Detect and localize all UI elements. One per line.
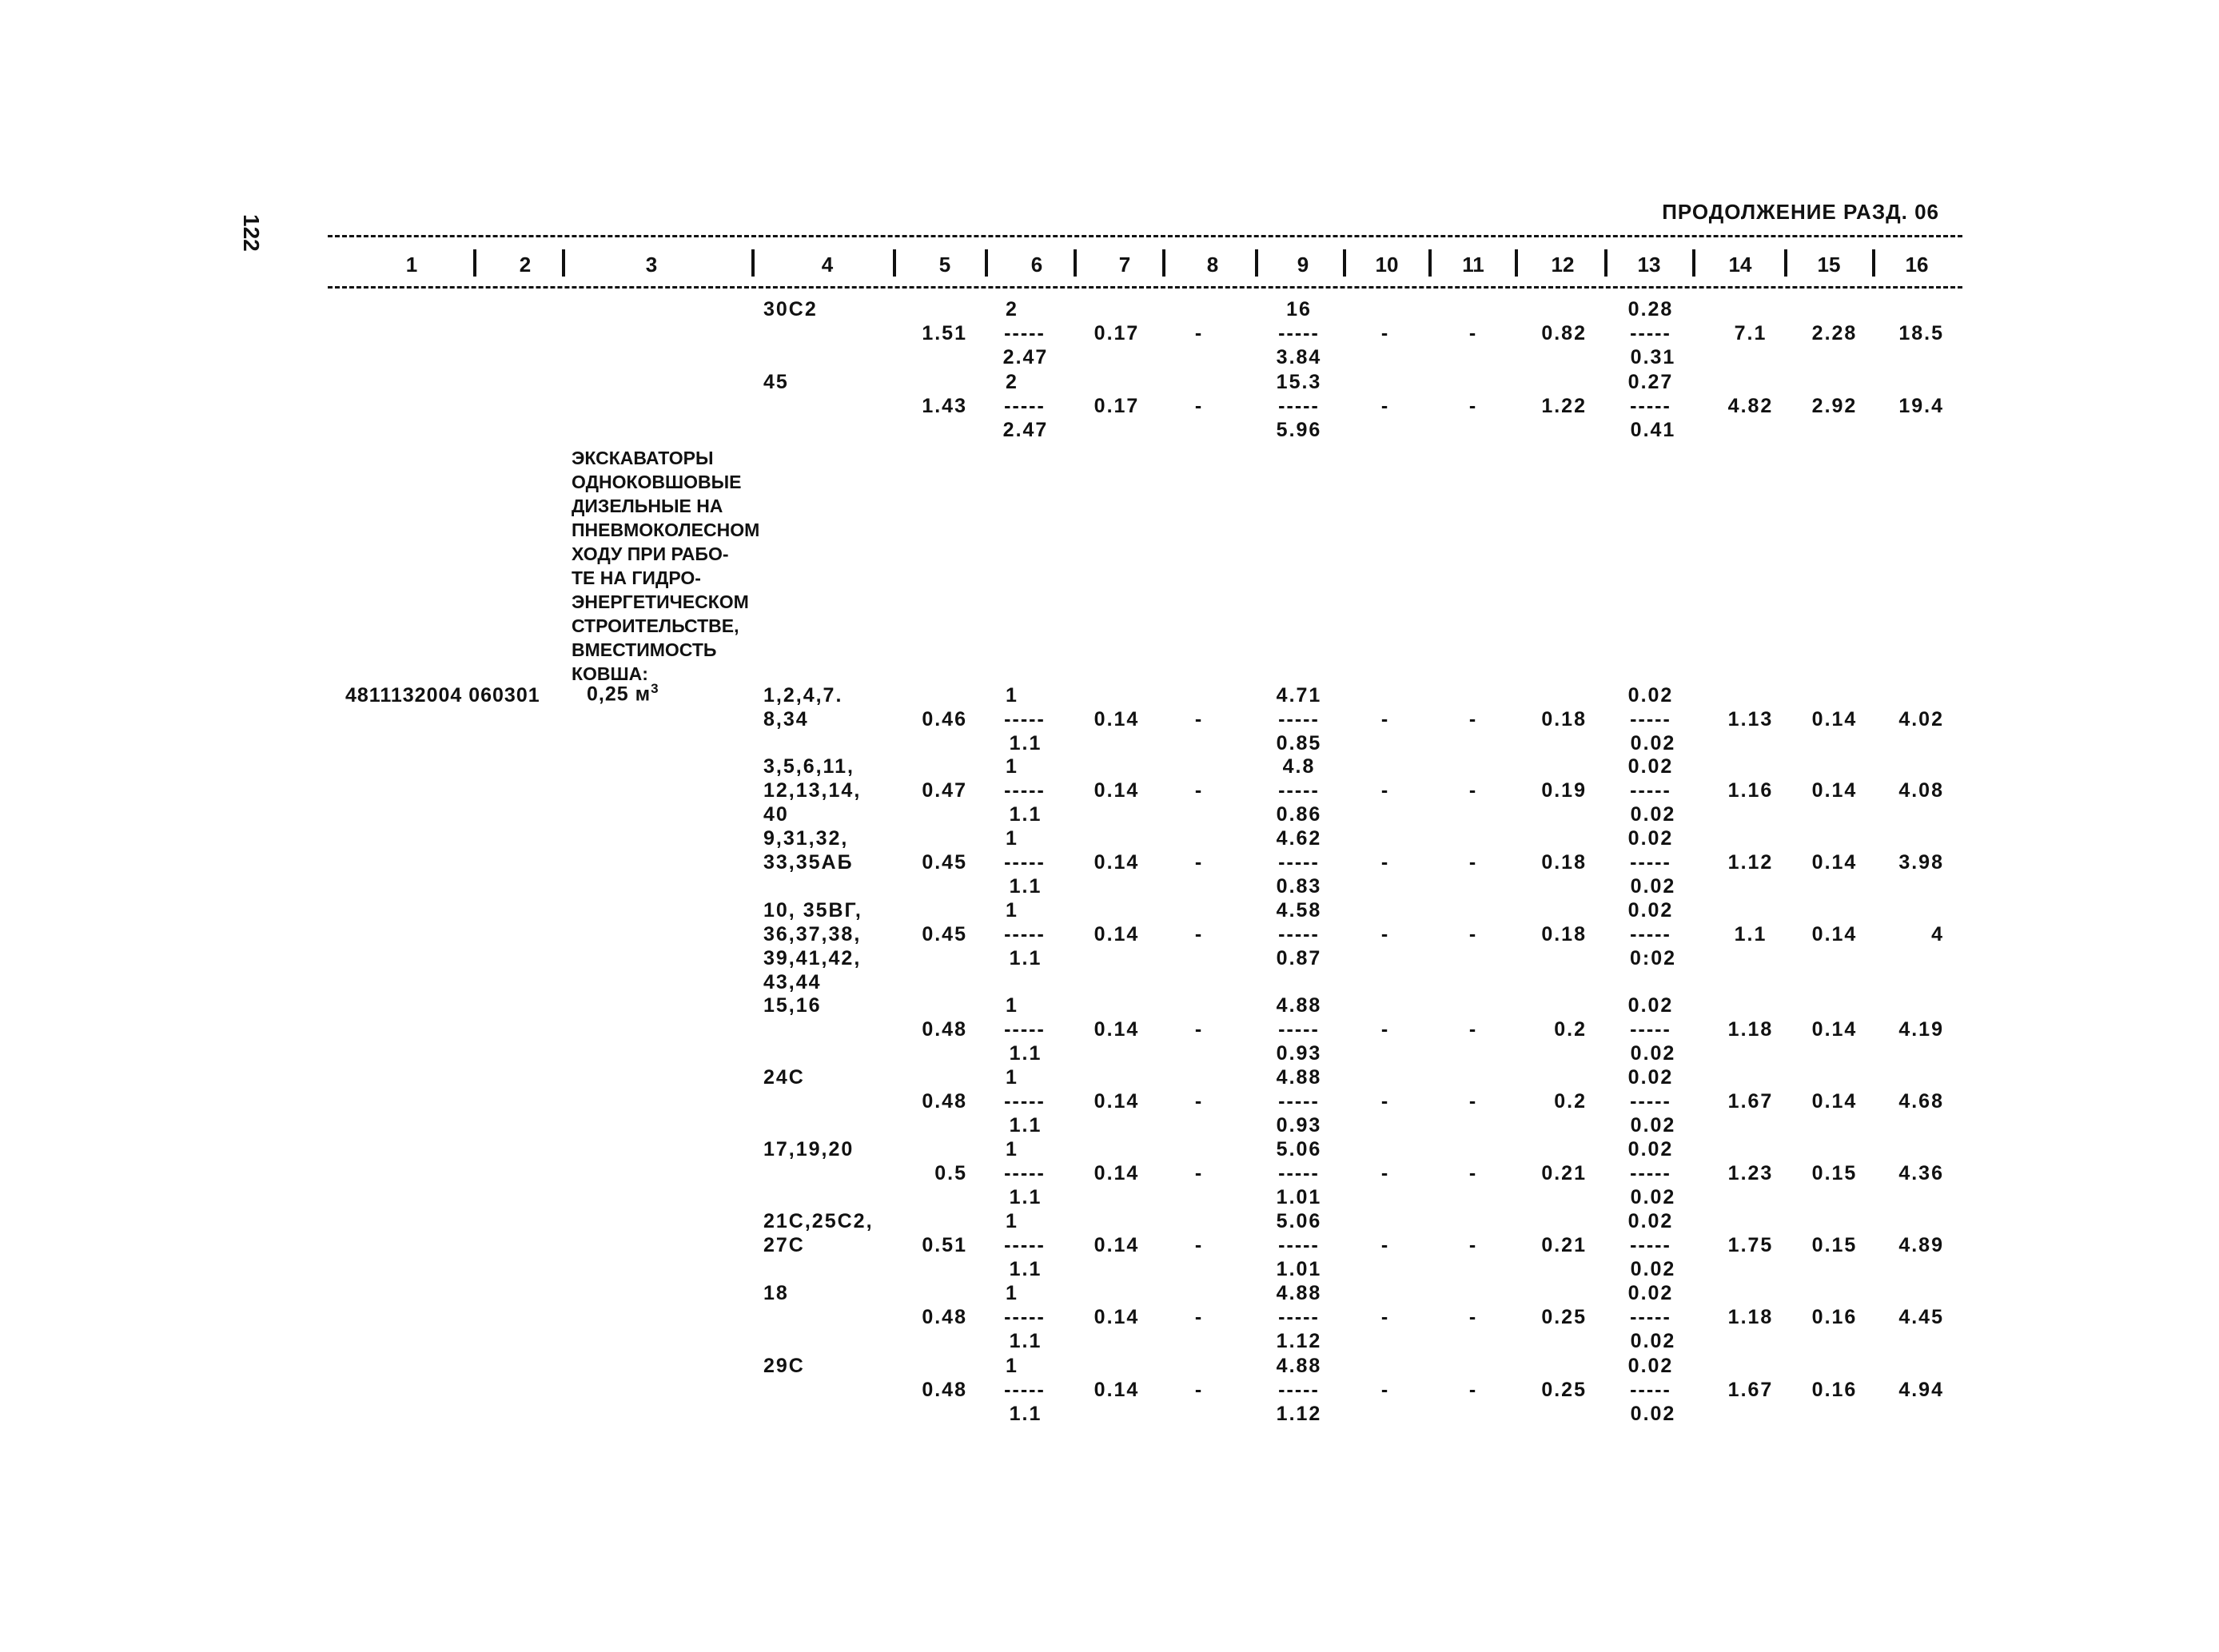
column-header-8: 8: [1206, 253, 1219, 277]
cell-col-5: 0.48: [922, 1018, 967, 1041]
cell-object-code: 15,16: [763, 994, 822, 1017]
cell-col-12: 0.2: [1554, 1018, 1587, 1041]
cell-col-10: -: [1380, 395, 1390, 417]
cell-col-16: 19.4: [1898, 395, 1944, 417]
section-title-line: ПНЕВМОКОЛЕСНОМ: [572, 519, 760, 540]
column-separator: [1515, 249, 1518, 277]
cell-object-code: 17,19,20: [763, 1138, 855, 1160]
column-separator: [473, 249, 476, 277]
column-separator: [893, 249, 896, 277]
cell-col-11: -: [1468, 1162, 1478, 1184]
page-number: 122: [239, 214, 264, 252]
cell-col-13-numerator: 0.02: [1627, 827, 1674, 850]
cell-col-13-denominator: 0.02: [1630, 1042, 1676, 1065]
cell-col-5: 0.48: [922, 1090, 967, 1113]
section-title: [572, 446, 763, 686]
section-title-line: ДИЗЕЛЬНЫЕ НА: [572, 496, 723, 516]
cell-col-12: 0.82: [1541, 322, 1587, 344]
column-separator: [1784, 249, 1787, 277]
cell-col-10: -: [1380, 1234, 1390, 1256]
cell-col-6-numerator: 1: [1006, 1282, 1018, 1304]
cell-col-15: 2.28: [1811, 322, 1858, 344]
cell-col-6-denominator: 1.1: [1009, 1186, 1042, 1208]
cell-col-13-numerator: 0.02: [1627, 1210, 1674, 1232]
fraction-line: -----: [1278, 1234, 1320, 1256]
cell-col-13-denominator: 0.02: [1630, 1330, 1676, 1352]
cell-col-9-numerator: 4.58: [1276, 899, 1322, 922]
cell-col-6-numerator: 1: [1006, 1355, 1018, 1377]
cell-col-7: 0.14: [1094, 1162, 1140, 1184]
cell-col-13-denominator: 0.31: [1630, 346, 1676, 368]
fraction-line: -----: [1004, 395, 1046, 417]
column-separator: [562, 249, 565, 277]
column-separator: [1074, 249, 1077, 277]
fraction-line: -----: [1278, 322, 1320, 344]
column-separator: [1604, 249, 1607, 277]
cell-col-13-numerator: 0.02: [1627, 994, 1674, 1017]
cell-col-9-denominator: 5.96: [1276, 419, 1322, 441]
cell-col-15: 0.15: [1811, 1162, 1858, 1184]
fraction-line: -----: [1004, 1162, 1046, 1184]
cell-col-12: 0.21: [1541, 1162, 1587, 1184]
cell-col-16: 4.89: [1898, 1234, 1944, 1256]
cell-col-10: -: [1380, 1162, 1390, 1184]
cell-col-11: -: [1468, 708, 1478, 730]
cell-col-9-denominator: 3.84: [1276, 346, 1322, 368]
fraction-line: -----: [1278, 851, 1320, 874]
column-separator: [1343, 249, 1346, 277]
cell-col-14: 1.67: [1727, 1379, 1774, 1401]
cell-col-6-denominator: 1.1: [1009, 732, 1042, 754]
cell-col-6-denominator: 2.47: [1002, 346, 1049, 368]
cell-col-9-numerator: 5.06: [1276, 1210, 1322, 1232]
cell-col-13-denominator: 0.02: [1630, 875, 1676, 898]
cell-col-9-numerator: 4.88: [1276, 1066, 1322, 1089]
cell-object-code: 8,34: [763, 708, 809, 730]
cell-col-16: 3.98: [1898, 851, 1944, 874]
cell-col-6-numerator: 1: [1006, 1066, 1018, 1089]
cell-col-7: 0.14: [1094, 708, 1140, 730]
cell-col-6-denominator: 1.1: [1009, 1330, 1042, 1352]
fraction-line: -----: [1278, 1162, 1320, 1184]
cell-col-9-denominator: 1.01: [1276, 1258, 1322, 1280]
cell-col-14: 7.1: [1734, 322, 1767, 344]
cell-col-9-numerator: 4.62: [1276, 827, 1322, 850]
cell-col-15: 0.14: [1811, 779, 1858, 802]
cell-col-6-numerator: 1: [1006, 899, 1018, 922]
cell-col-9-denominator: 0.87: [1276, 947, 1322, 969]
cell-object-code: 24С: [763, 1066, 805, 1089]
cell-object-code: 9,31,32,: [763, 827, 849, 850]
fraction-line: -----: [1278, 708, 1320, 730]
cell-col-5: 0.45: [922, 851, 967, 874]
cell-col-12: 0.21: [1541, 1234, 1587, 1256]
cell-object-code: 40: [763, 803, 789, 826]
cell-object-code: 1,2,4,7.: [763, 684, 843, 707]
cell-col-8: -: [1194, 1090, 1204, 1113]
cell-col-13-numerator: 0.28: [1627, 298, 1674, 320]
fraction-line: -----: [1004, 1379, 1046, 1401]
section-title-line: ХОДУ ПРИ РАБО-: [572, 543, 729, 564]
column-header-11: 11: [1462, 253, 1484, 277]
fraction-line: -----: [1278, 395, 1320, 417]
fraction-line: -----: [1630, 1379, 1671, 1401]
cell-col-6-numerator: 1: [1006, 755, 1018, 778]
cell-col-15: 0.14: [1811, 851, 1858, 874]
cell-col-6-numerator: 2: [1006, 371, 1018, 393]
cell-col-16: 4.94: [1898, 1379, 1944, 1401]
column-header-6: 6: [1030, 253, 1043, 277]
cell-col-8: -: [1194, 779, 1204, 802]
column-separator: [1255, 249, 1258, 277]
column-separator: [1872, 249, 1875, 277]
section-title-line: СТРОИТЕЛЬСТВЕ,: [572, 615, 739, 636]
cell-col-6-denominator: 1.1: [1009, 947, 1042, 969]
cell-col-13-numerator: 0.02: [1627, 1355, 1674, 1377]
cell-col-13-denominator: 0.02: [1630, 1114, 1676, 1136]
cell-col-9-denominator: 0.83: [1276, 875, 1322, 898]
fraction-line: -----: [1278, 923, 1320, 945]
continuation-heading: ПРОДОЛЖЕНИЕ РАЗД. 06: [1662, 200, 1939, 224]
cell-col-13-numerator: 0.02: [1627, 1066, 1674, 1089]
cell-col-11: -: [1468, 779, 1478, 802]
cell-col-8: -: [1194, 1234, 1204, 1256]
cell-col-13-numerator: 0.02: [1627, 1138, 1674, 1160]
fraction-line: -----: [1278, 1379, 1320, 1401]
cell-col-6-numerator: 1: [1006, 1138, 1018, 1160]
cell-col-12: 0.18: [1541, 923, 1587, 945]
fraction-line: -----: [1278, 779, 1320, 802]
cell-col-11: -: [1468, 1379, 1478, 1401]
cell-col-15: 0.16: [1811, 1379, 1858, 1401]
column-header-14: 14: [1728, 253, 1752, 277]
cell-col-9-numerator: 4.88: [1276, 1282, 1322, 1304]
cell-col-8: -: [1194, 923, 1204, 945]
bucket-volume: [587, 681, 659, 706]
cell-col-6-denominator: 1.1: [1009, 1403, 1042, 1425]
cell-object-code: 3,5,6,11,: [763, 755, 855, 778]
cell-col-5: 0.46: [922, 708, 967, 730]
cell-col-16: 4.45: [1898, 1306, 1944, 1328]
cell-object-code: 36,37,38,: [763, 923, 862, 945]
cell-col-13-numerator: 0.02: [1627, 684, 1674, 707]
cell-col-10: -: [1380, 1090, 1390, 1113]
cell-col-16: 4.08: [1898, 779, 1944, 802]
cell-col-7: 0.14: [1094, 1090, 1140, 1113]
cell-col-12: 1.22: [1541, 395, 1587, 417]
cell-col-8: -: [1194, 1379, 1204, 1401]
cell-col-15: 0.14: [1811, 1090, 1858, 1113]
cell-col-9-numerator: 4.8: [1282, 755, 1316, 778]
fraction-line: -----: [1630, 1018, 1671, 1041]
cell-col-9-denominator: 0.86: [1276, 803, 1322, 826]
cell-col-11: -: [1468, 923, 1478, 945]
cell-col-9-denominator: 1.01: [1276, 1186, 1322, 1208]
fraction-line: -----: [1004, 1090, 1046, 1113]
cell-col-7: 0.14: [1094, 923, 1140, 945]
cell-col-12: 0.2: [1554, 1090, 1587, 1113]
cell-col-10: -: [1380, 923, 1390, 945]
cell-col-5: 0.45: [922, 923, 967, 945]
column-header-4: 4: [821, 253, 834, 277]
cell-col-13-numerator: 0.02: [1627, 1282, 1674, 1304]
cell-col-9-denominator: 1.12: [1276, 1330, 1322, 1352]
cell-col-7: 0.14: [1094, 1306, 1140, 1328]
cell-col-7: 0.17: [1094, 395, 1140, 417]
cell-col-14: 1.16: [1727, 779, 1774, 802]
cell-col-11: -: [1468, 1018, 1478, 1041]
cell-col-12: 0.25: [1541, 1306, 1587, 1328]
column-separator: [751, 249, 755, 277]
section-title-line: ЭНЕРГЕТИЧЕСКОМ: [572, 591, 749, 612]
cell-object-code: 27С: [763, 1234, 805, 1256]
cell-object-code: 43,44: [763, 971, 822, 993]
cell-col-15: 0.14: [1811, 923, 1858, 945]
column-header-3: 3: [645, 253, 658, 277]
fraction-line: -----: [1630, 851, 1671, 874]
cell-col-9-numerator: 4.88: [1276, 994, 1322, 1017]
cell-col-16: 4: [1931, 923, 1944, 945]
column-header-2: 2: [519, 253, 532, 277]
cell-col-16: 4.19: [1898, 1018, 1944, 1041]
fraction-line: -----: [1004, 923, 1046, 945]
cell-col-5: 0.48: [922, 1306, 967, 1328]
cell-col-6-denominator: 1.1: [1009, 1258, 1042, 1280]
cell-object-code: 29С: [763, 1355, 805, 1377]
column-header-5: 5: [938, 253, 951, 277]
cell-col-6-numerator: 1: [1006, 827, 1018, 850]
cell-col-6-numerator: 1: [1006, 684, 1018, 707]
cell-col-6-denominator: 1.1: [1009, 875, 1042, 898]
cell-col-8: -: [1194, 1018, 1204, 1041]
column-header-16: 16: [1905, 253, 1929, 277]
cell-object-code: 30С2: [763, 298, 818, 320]
fraction-line: -----: [1004, 322, 1046, 344]
fraction-line: -----: [1630, 708, 1671, 730]
cell-col-11: -: [1468, 1234, 1478, 1256]
cell-col-13-denominator: 0.02: [1630, 803, 1676, 826]
header-top-rule: [328, 235, 1962, 237]
fraction-line: -----: [1630, 1306, 1671, 1328]
cell-col-6-denominator: 2.47: [1002, 419, 1049, 441]
cell-col-15: 0.15: [1811, 1234, 1858, 1256]
fraction-line: -----: [1630, 923, 1671, 945]
column-separator: [1162, 249, 1165, 277]
cell-object-code: 33,35АБ: [763, 851, 854, 874]
cell-col-13-numerator: 0.27: [1627, 371, 1674, 393]
cell-col-12: 0.18: [1541, 708, 1587, 730]
bucket-volume-unit-exponent: 3: [651, 681, 659, 696]
cell-col-8: -: [1194, 322, 1204, 344]
cell-col-5: 0.51: [922, 1234, 967, 1256]
column-header-1: 1: [405, 253, 418, 277]
section-title-line: ТЕ НА ГИДРО-: [572, 567, 701, 588]
cell-col-8: -: [1194, 851, 1204, 874]
cell-col-6-denominator: 1.1: [1009, 1042, 1042, 1065]
cell-col-5: 0.5: [934, 1162, 967, 1184]
cell-col-5: 1.43: [922, 395, 967, 417]
cell-col-11: -: [1468, 322, 1478, 344]
cell-col-14: 1.23: [1727, 1162, 1774, 1184]
column-header-12: 12: [1551, 253, 1575, 277]
cell-col-7: 0.14: [1094, 1018, 1140, 1041]
cell-col-11: -: [1468, 851, 1478, 874]
cell-col-6-numerator: 1: [1006, 994, 1018, 1017]
cell-col-14: 1.13: [1727, 708, 1774, 730]
cell-col-11: -: [1468, 395, 1478, 417]
cell-col-7: 0.17: [1094, 322, 1140, 344]
cell-col-8: -: [1194, 1306, 1204, 1328]
cell-col-9-numerator: 16: [1286, 298, 1312, 320]
cell-object-code: 45: [763, 371, 789, 393]
resource-code: 4811132004 060301: [345, 684, 540, 707]
column-header-10: 10: [1375, 253, 1399, 277]
fraction-line: -----: [1630, 779, 1671, 802]
cell-col-9-numerator: 4.88: [1276, 1355, 1322, 1377]
cell-col-9-numerator: 5.06: [1276, 1138, 1322, 1160]
cell-col-12: 0.19: [1541, 779, 1587, 802]
cell-col-14: 1.75: [1727, 1234, 1774, 1256]
cell-col-9-numerator: 4.71: [1276, 684, 1322, 707]
fraction-line: -----: [1630, 1090, 1671, 1113]
cell-col-14: 1.18: [1727, 1306, 1774, 1328]
fraction-line: -----: [1004, 851, 1046, 874]
column-header-15: 15: [1817, 253, 1841, 277]
cell-col-9-denominator: 0.85: [1276, 732, 1322, 754]
fraction-line: -----: [1630, 322, 1671, 344]
cell-col-10: -: [1380, 779, 1390, 802]
cell-col-13-numerator: 0.02: [1627, 899, 1674, 922]
cell-col-5: 1.51: [922, 322, 967, 344]
cell-col-6-numerator: 2: [1006, 298, 1018, 320]
cell-col-10: -: [1380, 322, 1390, 344]
cell-col-12: 0.18: [1541, 851, 1587, 874]
cell-object-code: 18: [763, 1282, 789, 1304]
cell-col-13-denominator: 0.02: [1630, 1258, 1676, 1280]
cell-object-code: 39,41,42,: [763, 947, 862, 969]
cell-col-6-denominator: 1.1: [1009, 1114, 1042, 1136]
cell-col-16: 4.68: [1898, 1090, 1944, 1113]
cell-col-7: 0.14: [1094, 851, 1140, 874]
cell-col-9-denominator: 1.12: [1276, 1403, 1322, 1425]
cell-col-16: 4.36: [1898, 1162, 1944, 1184]
cell-col-9-numerator: 15.3: [1276, 371, 1322, 393]
cell-col-8: -: [1194, 1162, 1204, 1184]
cell-col-16: 4.02: [1898, 708, 1944, 730]
cell-col-14: 1.18: [1727, 1018, 1774, 1041]
cell-col-15: 0.16: [1811, 1306, 1858, 1328]
cell-col-15: 0.14: [1811, 708, 1858, 730]
cell-object-code: 10, 35ВГ,: [763, 899, 863, 922]
cell-col-13-denominator: 0.02: [1630, 1186, 1676, 1208]
cell-col-10: -: [1380, 708, 1390, 730]
header-bottom-rule: [328, 286, 1962, 289]
fraction-line: -----: [1278, 1306, 1320, 1328]
column-separator: [1428, 249, 1432, 277]
fraction-line: -----: [1004, 1234, 1046, 1256]
cell-col-10: -: [1380, 1306, 1390, 1328]
column-header-7: 7: [1118, 253, 1131, 277]
cell-col-14: 1.1: [1734, 923, 1767, 945]
cell-col-13-denominator: 0.02: [1630, 1403, 1676, 1425]
fraction-line: -----: [1004, 1018, 1046, 1041]
cell-col-10: -: [1380, 851, 1390, 874]
section-title-line: ЭКСКАВАТОРЫ: [572, 448, 714, 468]
cell-col-9-denominator: 0.93: [1276, 1042, 1322, 1065]
cell-col-12: 0.25: [1541, 1379, 1587, 1401]
section-title-line: КОВША:: [572, 663, 648, 684]
cell-col-11: -: [1468, 1090, 1478, 1113]
column-separator: [985, 249, 988, 277]
cell-col-6-numerator: 1: [1006, 1210, 1018, 1232]
fraction-line: -----: [1278, 1090, 1320, 1113]
cell-col-8: -: [1194, 395, 1204, 417]
section-title-line: ОДНОКОВШОВЫЕ: [572, 472, 742, 492]
cell-col-6-denominator: 1.1: [1009, 803, 1042, 826]
cell-col-15: 2.92: [1811, 395, 1858, 417]
cell-col-8: -: [1194, 708, 1204, 730]
cell-col-14: 1.67: [1727, 1090, 1774, 1113]
cell-col-5: 0.47: [922, 779, 967, 802]
fraction-line: -----: [1278, 1018, 1320, 1041]
cell-col-10: -: [1380, 1379, 1390, 1401]
cell-col-7: 0.14: [1094, 1234, 1140, 1256]
cell-col-15: 0.14: [1811, 1018, 1858, 1041]
fraction-line: -----: [1630, 1234, 1671, 1256]
cell-col-13-denominator: 0.41: [1630, 419, 1676, 441]
cell-col-16: 18.5: [1898, 322, 1944, 344]
cell-col-9-denominator: 0.93: [1276, 1114, 1322, 1136]
cell-col-13-denominator: 0.02: [1630, 732, 1676, 754]
column-header-13: 13: [1637, 253, 1661, 277]
cell-object-code: 12,13,14,: [763, 779, 862, 802]
cell-col-10: -: [1380, 1018, 1390, 1041]
cell-col-13-numerator: 0.02: [1627, 755, 1674, 778]
cell-object-code: 21С,25С2,: [763, 1210, 874, 1232]
fraction-line: -----: [1004, 779, 1046, 802]
fraction-line: -----: [1630, 395, 1671, 417]
cell-col-7: 0.14: [1094, 1379, 1140, 1401]
fraction-line: -----: [1004, 708, 1046, 730]
cell-col-5: 0.48: [922, 1379, 967, 1401]
section-title-line: ВМЕСТИМОСТЬ: [572, 639, 717, 660]
cell-col-14: 4.82: [1727, 395, 1774, 417]
cell-col-13-denominator: 0:02: [1629, 947, 1677, 969]
column-separator: [1692, 249, 1695, 277]
cell-col-11: -: [1468, 1306, 1478, 1328]
fraction-line: -----: [1004, 1306, 1046, 1328]
column-header-9: 9: [1297, 253, 1309, 277]
cell-col-7: 0.14: [1094, 779, 1140, 802]
cell-col-14: 1.12: [1727, 851, 1774, 874]
bucket-volume-value: 0,25 м: [587, 683, 651, 706]
fraction-line: -----: [1630, 1162, 1671, 1184]
